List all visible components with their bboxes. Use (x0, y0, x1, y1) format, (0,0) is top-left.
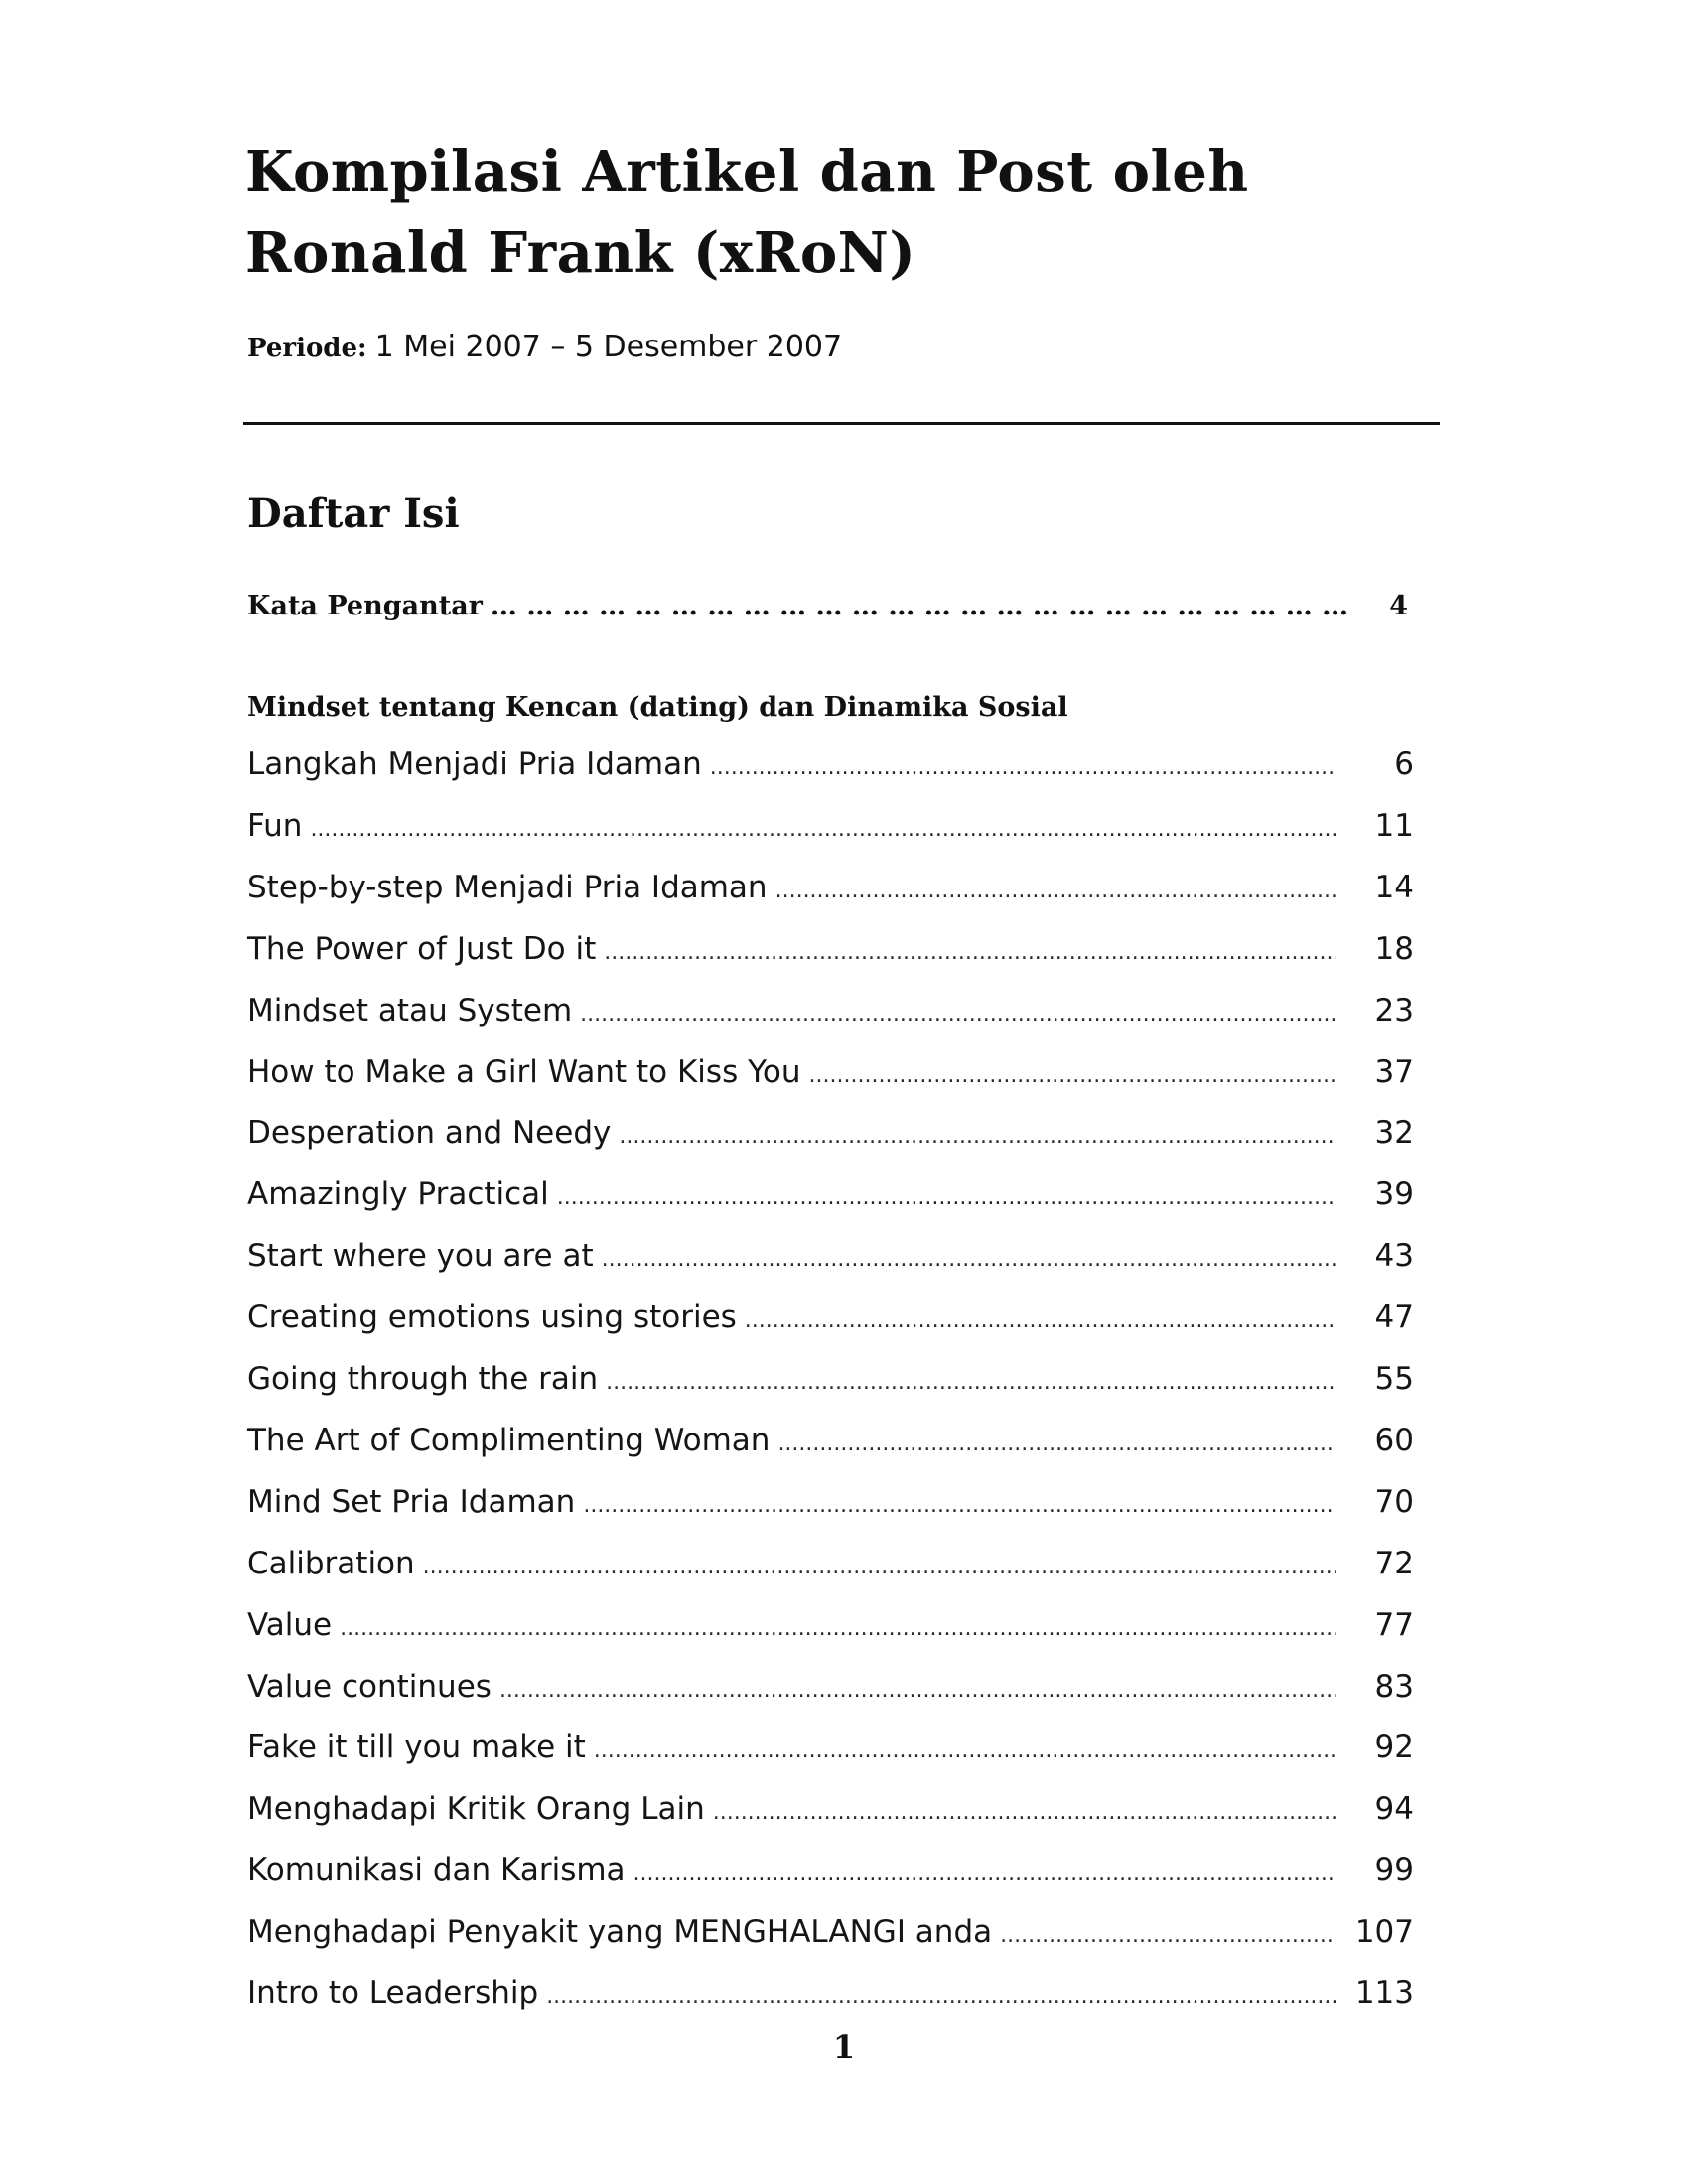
toc-entry-page: 4 (1389, 591, 1408, 621)
toc-entry (247, 1546, 1414, 1595)
toc-entry (247, 993, 1414, 1042)
toc-entry-page: 83 (1374, 1669, 1414, 1705)
toc-leader-dots (580, 1002, 1336, 1026)
toc-entry-page: 37 (1374, 1054, 1414, 1090)
toc-entry-page: 55 (1374, 1361, 1414, 1397)
toc-entry-page: 47 (1374, 1299, 1414, 1335)
toc-entry-page: 32 (1374, 1115, 1414, 1151)
toc-entry-page: 92 (1374, 1729, 1414, 1765)
toc-leader-dots (606, 1370, 1336, 1395)
toc-entry-page: 11 (1374, 808, 1414, 844)
toc-leader-dots (310, 817, 1336, 842)
toc-entry-label: Menghadapi Kritik Orang Lain (247, 1791, 705, 1827)
toc-entry-label: Mind Set Pria Idaman (247, 1484, 576, 1520)
toc-entry (247, 1361, 1414, 1411)
toc-leader-dots (499, 1678, 1336, 1703)
toc-entry-label: Desperation and Needy (247, 1115, 612, 1151)
toc-entry-page: 39 (1374, 1176, 1414, 1212)
toc-entry-label: Value continues (247, 1669, 492, 1705)
toc-entry (247, 1852, 1414, 1902)
toc-entry (247, 870, 1414, 919)
toc-entry-label: Creating emotions using stories (247, 1299, 737, 1335)
toc-entry-label: Value (247, 1607, 333, 1643)
toc-entry (247, 1484, 1414, 1534)
toc-leader-dots (423, 1555, 1336, 1579)
page-number: 1 (832, 2028, 856, 2066)
toc-entry-page: 113 (1354, 1976, 1414, 2011)
toc-entry (247, 1299, 1414, 1349)
toc-leader-dots (633, 1861, 1336, 1886)
toc-entry-page: 107 (1354, 1914, 1414, 1950)
toc-entry-page: 70 (1374, 1484, 1414, 1520)
toc-entry (247, 808, 1414, 858)
toc-entry (247, 1914, 1414, 1964)
toc-entry (247, 747, 1414, 796)
toc-leader-dots (713, 1800, 1336, 1825)
toc-entry (247, 1423, 1414, 1472)
section-heading: Mindset tentang Kencan (dating) dan Dinamika Sosial (247, 692, 1068, 723)
horizontal-divider (243, 422, 1440, 425)
toc-entry-page: 77 (1374, 1607, 1414, 1643)
toc-entry-label: The Power of Just Do it (247, 931, 597, 967)
toc-entry-label: Kata Pengantar (247, 591, 483, 621)
toc-entry-page: 6 (1394, 747, 1414, 782)
toc-entry (247, 1791, 1414, 1841)
toc-leader-dots (340, 1616, 1336, 1641)
toc-entry (247, 1054, 1414, 1104)
toc-entry-label: Start where you are at (247, 1238, 594, 1274)
document-title (245, 131, 1437, 294)
toc-entry (247, 1115, 1414, 1164)
toc-leader-dots (557, 1185, 1336, 1210)
title-line-1: Kompilasi Artikel dan Post oleh (245, 139, 1249, 205)
toc-entry (247, 1976, 1414, 2025)
toc-entry-label: Step-by-step Menjadi Pria Idaman (247, 870, 768, 905)
toc-entry-label: Fun (247, 808, 303, 844)
toc-entry (247, 931, 1414, 981)
toc-entry-label: The Art of Complimenting Woman (247, 1423, 771, 1458)
toc-leader-dots (546, 1984, 1336, 2009)
toc-leader-dots (745, 1308, 1336, 1333)
toc-leader-dots (602, 1247, 1336, 1272)
toc-heading: Daftar Isi (247, 490, 460, 537)
toc-leader-dots (710, 755, 1336, 780)
toc-entry-label: Amazingly Practical (247, 1176, 549, 1212)
toc-entry-page: 99 (1374, 1852, 1414, 1888)
toc-entry-page: 94 (1374, 1791, 1414, 1827)
toc-entry-label: Calibration (247, 1546, 415, 1581)
toc-leader-dots (777, 1432, 1336, 1456)
toc-leader-dots (809, 1063, 1336, 1088)
toc-leader-dots (619, 1124, 1336, 1149)
periode-label: Periode: (247, 334, 367, 363)
toc-entry-page: 43 (1374, 1238, 1414, 1274)
toc-entry-label: How to Make a Girl Want to Kiss You (247, 1054, 801, 1090)
toc-entry-page: 60 (1374, 1423, 1414, 1458)
toc-entry (247, 1607, 1414, 1657)
title-line-2: Ronald Frank (xRoN) (245, 220, 916, 286)
toc-leader-dots (604, 940, 1336, 965)
toc-entry-label: Komunikasi dan Karisma (247, 1852, 626, 1888)
periode-line (247, 328, 842, 372)
toc-entry-label: Menghadapi Penyakit yang MENGHALANGI anda (247, 1914, 993, 1950)
toc-entry-page: 14 (1374, 870, 1414, 905)
toc-entry-label: Intro to Leadership (247, 1976, 539, 2011)
toc-entry-page: 23 (1374, 993, 1414, 1028)
toc-entry-label: Fake it till you make it (247, 1729, 586, 1765)
toc-leader-dots (491, 591, 1358, 621)
toc-entry-kata-pengantar (247, 591, 1414, 640)
toc-leader-dots (775, 879, 1336, 903)
toc-entry-label: Going through the rain (247, 1361, 599, 1397)
toc-entry-page: 72 (1374, 1546, 1414, 1581)
toc-entry-page: 18 (1374, 931, 1414, 967)
toc-entry-label: Langkah Menjadi Pria Idaman (247, 747, 702, 782)
toc-leader-dots (594, 1738, 1336, 1763)
toc-entry (247, 1238, 1414, 1288)
toc-entry (247, 1669, 1414, 1718)
toc-entry (247, 1176, 1414, 1226)
periode-value: 1 Mei 2007 – 5 Desember 2007 (374, 330, 843, 364)
toc-leader-dots (583, 1493, 1336, 1518)
toc-entry-label: Mindset atau System (247, 993, 573, 1028)
toc-entry (247, 1729, 1414, 1779)
toc-leader-dots (1000, 1923, 1336, 1948)
